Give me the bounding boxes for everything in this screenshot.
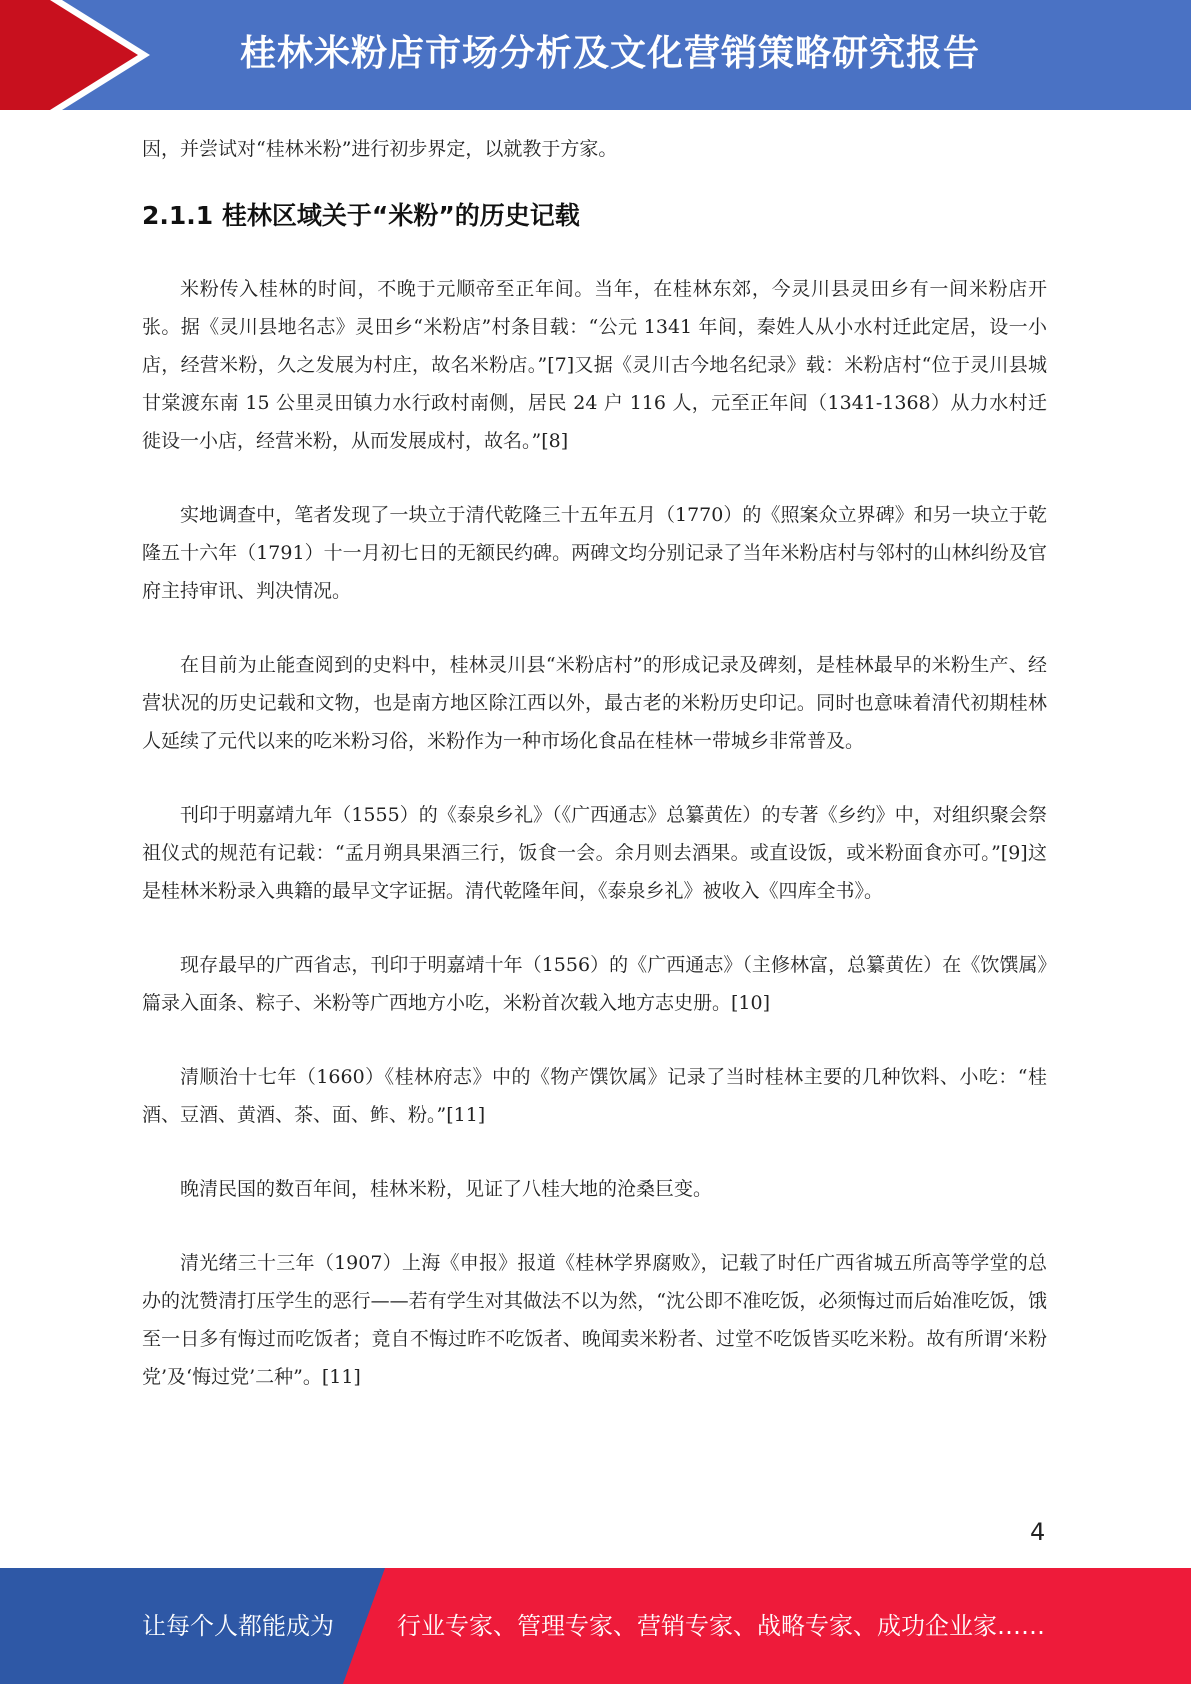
page-number: 4 (1030, 1518, 1046, 1546)
paragraph: 实地调查中，笔者发现了一块立于清代乾隆三十五年五月（1770）的《照案众立界碑》和另一块立于乾隆五十六年（1791）十一月初七日的无额民约碑。两碑文均分别记录了当年米粉店村与邻村的山林纠纷及官府主持审讯、判决情况。 (142, 504, 1047, 602)
page-footer (0, 1568, 1191, 1684)
paragraph: 米粉传入桂林的时间，不晚于元顺帝至正年间。当年，在桂林东郊，今灵川县灵田乡有一间米粉店开张。据《灵川县地名志》灵田乡“米粉店”村条目载：“公元 1341 年间，秦姓人从小水村迁此定居，设一小店，经营米粉，久之发展为村庄，故名米粉店。”[7]又据《灵川古今地名纪录》载：米粉店村“位于灵川县城甘棠渡东南 15 公里灵田镇力水行政村南侧，居民 24 户 116 人，元至正年间（1341-1368）从力水村迁徙设一小店，经营米粉，从而发展成村，故名。”[8] (142, 278, 1047, 452)
paragraph: 在目前为止能查阅到的史料中，桂林灵川县“米粉店村”的形成记录及碑刻，是桂林最早的米粉生产、经营状况的历史记载和文物，也是南方地区除江西以外，最古老的米粉历史印记。同时也意味着清代初期桂林人延续了元代以来的吃米粉习俗，米粉作为一种市场化食品在桂林一带城乡非常普及。 (142, 654, 1047, 752)
footer-slogan-left: 让每个人都能成为 (142, 1612, 334, 1640)
paragraph: 刊印于明嘉靖九年（1555）的《泰泉乡礼》（《广西通志》总纂黄佐）的专著《乡约》中，对组织聚会祭祖仪式的规范有记载：“孟月朔具果酒三行，饭食一会。余月则去酒果。或直设饭，或米粉面食亦可。”[9]这是桂林米粉录入典籍的最早文字证据。清代乾隆年间，《泰泉乡礼》被收入《四库全书》。 (142, 804, 1047, 902)
paragraph: 清顺治十七年（1660）《桂林府志》中的《物产馔饮属》记录了当时桂林主要的几种饮料、小吃：“桂酒、豆酒、黄酒、茶、面、鲊、粉。”[11] (142, 1066, 1047, 1126)
document-title: 桂林米粉店市场分析及文化营销策略研究报告 (240, 33, 981, 74)
page-content (142, 130, 1047, 1432)
paragraph: 晚清民国的数百年间，桂林米粉，见证了八桂大地的沧桑巨变。 (180, 1178, 713, 1200)
paragraph: 清光绪三十三年（1907）上海《申报》报道《桂林学界腐败》，记载了时任广西省城五所高等学堂的总办的沈赞清打压学生的恶行——若有学生对其做法不以为然，“沈公即不准吃饭，必须悔过而后始准吃饭，饿至一日多有悔过而吃饭者；竟自不悔过昨不吃饭者、晚闻卖米粉者、过堂不吃饭皆买吃米粉。故有所谓‘米粉党’及‘悔过党’二种”。[11] (142, 1252, 1047, 1388)
footer-slogan-right: 行业专家、管理专家、营销专家、战略专家、成功企业家…… (397, 1612, 1045, 1640)
paragraph: 现存最早的广西省志，刊印于明嘉靖十年（1556）的《广西通志》（主修林富，总纂黄佐）在《饮馔属》篇录入面条、粽子、米粉等广西地方小吃，米粉首次载入地方志史册。[10] (142, 954, 1047, 1014)
page-header (0, 0, 1191, 110)
header-chevron-decoration (0, 0, 160, 110)
intro-text: 因，并尝试对“桂林米粉”进行初步界定，以就教于方家。 (142, 138, 618, 160)
section-heading: 2.1.1 桂林区域关于“米粉”的历史记载 (142, 201, 580, 230)
